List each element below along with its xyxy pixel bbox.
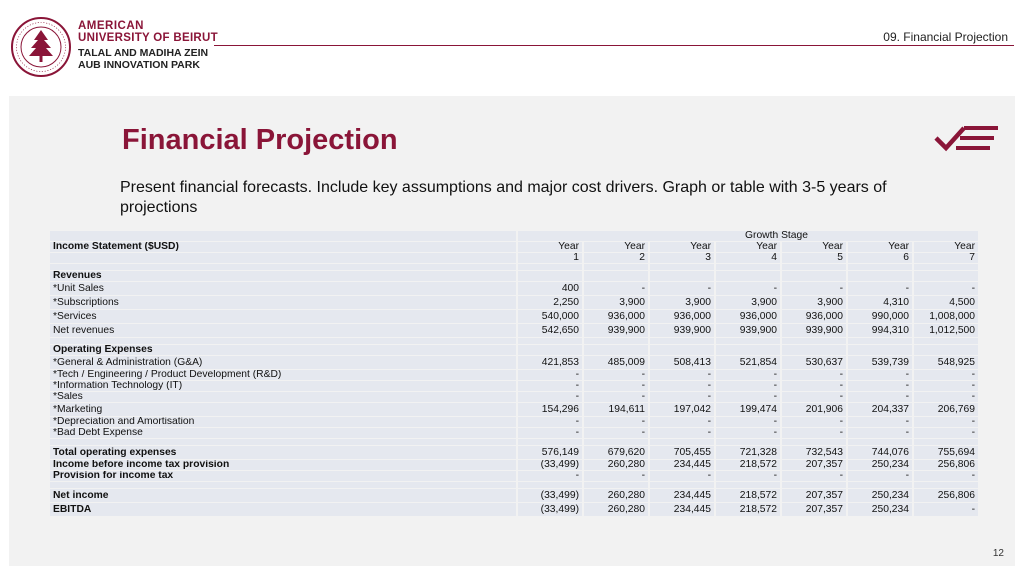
table-cell: - bbox=[914, 417, 978, 427]
table-cell: 256,806 bbox=[914, 460, 978, 470]
table-cell: - bbox=[518, 392, 582, 402]
year-header-number: 4 bbox=[716, 253, 780, 263]
checklist-icon bbox=[934, 124, 1000, 154]
table-cell: - bbox=[914, 370, 978, 380]
table-cell: - bbox=[584, 392, 648, 402]
table-cell: - bbox=[848, 381, 912, 391]
table-cell: - bbox=[584, 471, 648, 481]
table-cell: - bbox=[848, 392, 912, 402]
table-cell: 936,000 bbox=[782, 310, 846, 323]
row-label: *General & Administration (G&A) bbox=[50, 356, 516, 369]
table-cell: 218,572 bbox=[716, 503, 780, 516]
table-row bbox=[50, 446, 978, 459]
table-cell: 256,806 bbox=[914, 489, 978, 502]
table-row bbox=[50, 324, 978, 337]
logo-wordmark bbox=[78, 20, 218, 71]
row-label: Net revenues bbox=[50, 324, 516, 337]
table-cell: - bbox=[782, 471, 846, 481]
row-label: *Marketing bbox=[50, 403, 516, 416]
table-cell: 540,000 bbox=[518, 310, 582, 323]
table-cell bbox=[584, 345, 648, 355]
logo-line-4: AUB INNOVATION PARK bbox=[78, 59, 200, 71]
year-header-number: 3 bbox=[650, 253, 714, 263]
table-row bbox=[50, 271, 978, 281]
table-cell: 485,009 bbox=[584, 356, 648, 369]
table-row bbox=[50, 356, 978, 369]
table-cell: 197,042 bbox=[650, 403, 714, 416]
table-cell: - bbox=[782, 370, 846, 380]
table-cell: - bbox=[782, 392, 846, 402]
table-cell: - bbox=[584, 381, 648, 391]
table-cell: - bbox=[716, 471, 780, 481]
table-row bbox=[50, 489, 978, 502]
table-row bbox=[50, 503, 978, 516]
table-cell: 421,853 bbox=[518, 356, 582, 369]
table-cell: 250,234 bbox=[848, 460, 912, 470]
table-cell: - bbox=[716, 392, 780, 402]
row-label: Total operating expenses bbox=[50, 446, 516, 459]
table-row bbox=[50, 282, 978, 295]
row-label: *Bad Debt Expense bbox=[50, 428, 516, 438]
table-cell: 542,650 bbox=[518, 324, 582, 337]
table-cell: 576,149 bbox=[518, 446, 582, 459]
table-cell: 936,000 bbox=[716, 310, 780, 323]
table-cell: - bbox=[716, 282, 780, 295]
table-cell bbox=[782, 271, 846, 281]
table-cell: 530,637 bbox=[782, 356, 846, 369]
table-cell bbox=[914, 345, 978, 355]
table-cell: - bbox=[914, 282, 978, 295]
table-row bbox=[50, 370, 978, 380]
table-cell: 250,234 bbox=[848, 489, 912, 502]
table-cell: - bbox=[650, 381, 714, 391]
table-cell: 194,611 bbox=[584, 403, 648, 416]
aub-seal-logo bbox=[10, 16, 72, 78]
year-header-word: Year bbox=[584, 242, 648, 252]
slide-description: Present financial forecasts. Include key assumptions and major cost drivers. Graph or table with 3-5 years of projections bbox=[120, 179, 887, 216]
table-cell: 679,620 bbox=[584, 446, 648, 459]
table-row bbox=[50, 403, 978, 416]
table-cell: 1,012,500 bbox=[914, 324, 978, 337]
table-cell: 206,769 bbox=[914, 403, 978, 416]
year-header-word: Year bbox=[782, 242, 846, 252]
table-cell: 4,310 bbox=[848, 296, 912, 309]
table-cell bbox=[848, 345, 912, 355]
table-cell: 755,694 bbox=[914, 446, 978, 459]
table-cell: 154,296 bbox=[518, 403, 582, 416]
table-cell: - bbox=[584, 282, 648, 295]
row-label: *Services bbox=[50, 310, 516, 323]
table-cell: - bbox=[848, 370, 912, 380]
table-cell: 990,000 bbox=[848, 310, 912, 323]
table-row bbox=[50, 296, 978, 309]
table-cell: 936,000 bbox=[584, 310, 648, 323]
table-cell: - bbox=[650, 370, 714, 380]
table-cell: 705,455 bbox=[650, 446, 714, 459]
table-cell: - bbox=[650, 471, 714, 481]
logo-line-1: AMERICAN bbox=[78, 20, 144, 32]
table-cell: 939,900 bbox=[782, 324, 846, 337]
table-cell: - bbox=[584, 370, 648, 380]
table-cell: - bbox=[914, 381, 978, 391]
table-cell: 234,445 bbox=[650, 489, 714, 502]
table-row bbox=[50, 381, 978, 391]
year-header-number: 6 bbox=[848, 253, 912, 263]
table-cell bbox=[716, 271, 780, 281]
table-cell bbox=[716, 345, 780, 355]
slide-title: Financial Projection bbox=[122, 124, 398, 156]
table-cell: 199,474 bbox=[716, 403, 780, 416]
table-cell: 204,337 bbox=[848, 403, 912, 416]
table-cell: 260,280 bbox=[584, 489, 648, 502]
table-cell: - bbox=[584, 417, 648, 427]
table-cell: 234,445 bbox=[650, 460, 714, 470]
table-cell: - bbox=[914, 392, 978, 402]
table-cell: - bbox=[848, 282, 912, 295]
table-row bbox=[50, 428, 978, 438]
table-cell: 3,900 bbox=[650, 296, 714, 309]
row-label: *Information Technology (IT) bbox=[50, 381, 516, 391]
table-cell: 936,000 bbox=[650, 310, 714, 323]
table-row bbox=[50, 345, 978, 355]
row-label: EBITDA bbox=[50, 503, 516, 516]
table-title: Income Statement ($USD) bbox=[50, 242, 516, 252]
table-cell: - bbox=[914, 471, 978, 481]
year-header-word: Year bbox=[716, 242, 780, 252]
table-row bbox=[50, 310, 978, 323]
table-cell: 3,900 bbox=[782, 296, 846, 309]
table-cell: 939,900 bbox=[650, 324, 714, 337]
row-label: Provision for income tax bbox=[50, 471, 516, 481]
year-header-number: 7 bbox=[914, 253, 978, 263]
table-cell: 260,280 bbox=[584, 503, 648, 516]
table-cell: 3,900 bbox=[716, 296, 780, 309]
table-cell: 218,572 bbox=[716, 460, 780, 470]
table-cell: 207,357 bbox=[782, 489, 846, 502]
table-cell: 732,543 bbox=[782, 446, 846, 459]
table-cell: 260,280 bbox=[584, 460, 648, 470]
table-row bbox=[50, 417, 978, 427]
row-label: Net income bbox=[50, 489, 516, 502]
table-cell: 721,328 bbox=[716, 446, 780, 459]
table-cell: 508,413 bbox=[650, 356, 714, 369]
table-cell: - bbox=[716, 370, 780, 380]
table-cell: - bbox=[782, 428, 846, 438]
table-cell bbox=[848, 271, 912, 281]
table-cell bbox=[650, 345, 714, 355]
year-header-word: Year bbox=[518, 242, 582, 252]
table-cell: 201,906 bbox=[782, 403, 846, 416]
table-cell: - bbox=[584, 428, 648, 438]
table-cell: 207,357 bbox=[782, 460, 846, 470]
table-cell: - bbox=[848, 471, 912, 481]
row-label: *Unit Sales bbox=[50, 282, 516, 295]
year-header-number: 2 bbox=[584, 253, 648, 263]
table-cell bbox=[584, 271, 648, 281]
table-cell: 939,900 bbox=[716, 324, 780, 337]
table-cell: - bbox=[650, 428, 714, 438]
table-cell bbox=[914, 271, 978, 281]
table-cell: - bbox=[782, 282, 846, 295]
table-cell: - bbox=[650, 282, 714, 295]
table-cell: 548,925 bbox=[914, 356, 978, 369]
table-cell: - bbox=[782, 417, 846, 427]
table-cell: - bbox=[716, 381, 780, 391]
table-cell: (33,499) bbox=[518, 460, 582, 470]
table-cell: 234,445 bbox=[650, 503, 714, 516]
table-cell: - bbox=[848, 428, 912, 438]
table-cell: - bbox=[518, 417, 582, 427]
table-cell: - bbox=[848, 417, 912, 427]
row-label: *Depreciation and Amortisation bbox=[50, 417, 516, 427]
table-cell: 994,310 bbox=[848, 324, 912, 337]
year-header-word: Year bbox=[848, 242, 912, 252]
row-label: *Sales bbox=[50, 392, 516, 402]
logo-line-3: TALAL AND MADIHA ZEIN bbox=[78, 47, 209, 59]
table-cell: (33,499) bbox=[518, 489, 582, 502]
income-statement-table bbox=[48, 230, 974, 517]
row-label: *Subscriptions bbox=[50, 296, 516, 309]
table-cell: 400 bbox=[518, 282, 582, 295]
table-cell: 218,572 bbox=[716, 489, 780, 502]
table-cell: - bbox=[518, 381, 582, 391]
table-cell: - bbox=[716, 428, 780, 438]
table-cell: 250,234 bbox=[848, 503, 912, 516]
table-cell: - bbox=[518, 428, 582, 438]
section-label: 09. Financial Projection bbox=[883, 30, 1008, 44]
table-cell: - bbox=[518, 471, 582, 481]
table-cell: - bbox=[650, 392, 714, 402]
growth-stage-header: Growth Stage bbox=[518, 231, 978, 241]
table-cell: - bbox=[518, 370, 582, 380]
table-row bbox=[50, 392, 978, 402]
table-cell: 539,739 bbox=[848, 356, 912, 369]
year-header-word: Year bbox=[650, 242, 714, 252]
row-label: Revenues bbox=[50, 271, 516, 281]
row-label: Income before income tax provision bbox=[50, 460, 516, 470]
table-cell: - bbox=[914, 503, 978, 516]
table-row bbox=[50, 471, 978, 481]
table-cell: 1,008,000 bbox=[914, 310, 978, 323]
table-cell bbox=[518, 345, 582, 355]
logo-line-2: UNIVERSITY OF BEIRUT bbox=[78, 32, 218, 44]
table-cell: - bbox=[716, 417, 780, 427]
table-cell: 939,900 bbox=[584, 324, 648, 337]
table-cell: 2,250 bbox=[518, 296, 582, 309]
table-cell bbox=[518, 271, 582, 281]
table-cell: 521,854 bbox=[716, 356, 780, 369]
table-cell: 207,357 bbox=[782, 503, 846, 516]
table-cell bbox=[782, 345, 846, 355]
table-cell: - bbox=[914, 428, 978, 438]
table-cell: 744,076 bbox=[848, 446, 912, 459]
row-label: *Tech / Engineering / Product Development (R&D) bbox=[50, 370, 516, 380]
table-cell bbox=[650, 271, 714, 281]
header-divider bbox=[214, 45, 1014, 46]
year-header-number: 1 bbox=[518, 253, 582, 263]
year-header-number: 5 bbox=[782, 253, 846, 263]
table-cell: 4,500 bbox=[914, 296, 978, 309]
table-cell: (33,499) bbox=[518, 503, 582, 516]
row-label: Operating Expenses bbox=[50, 345, 516, 355]
table-row bbox=[50, 460, 978, 470]
table-cell: 3,900 bbox=[584, 296, 648, 309]
page-number: 12 bbox=[992, 548, 1004, 559]
table-cell: - bbox=[782, 381, 846, 391]
year-header-word: Year bbox=[914, 242, 978, 252]
table-cell: - bbox=[650, 417, 714, 427]
